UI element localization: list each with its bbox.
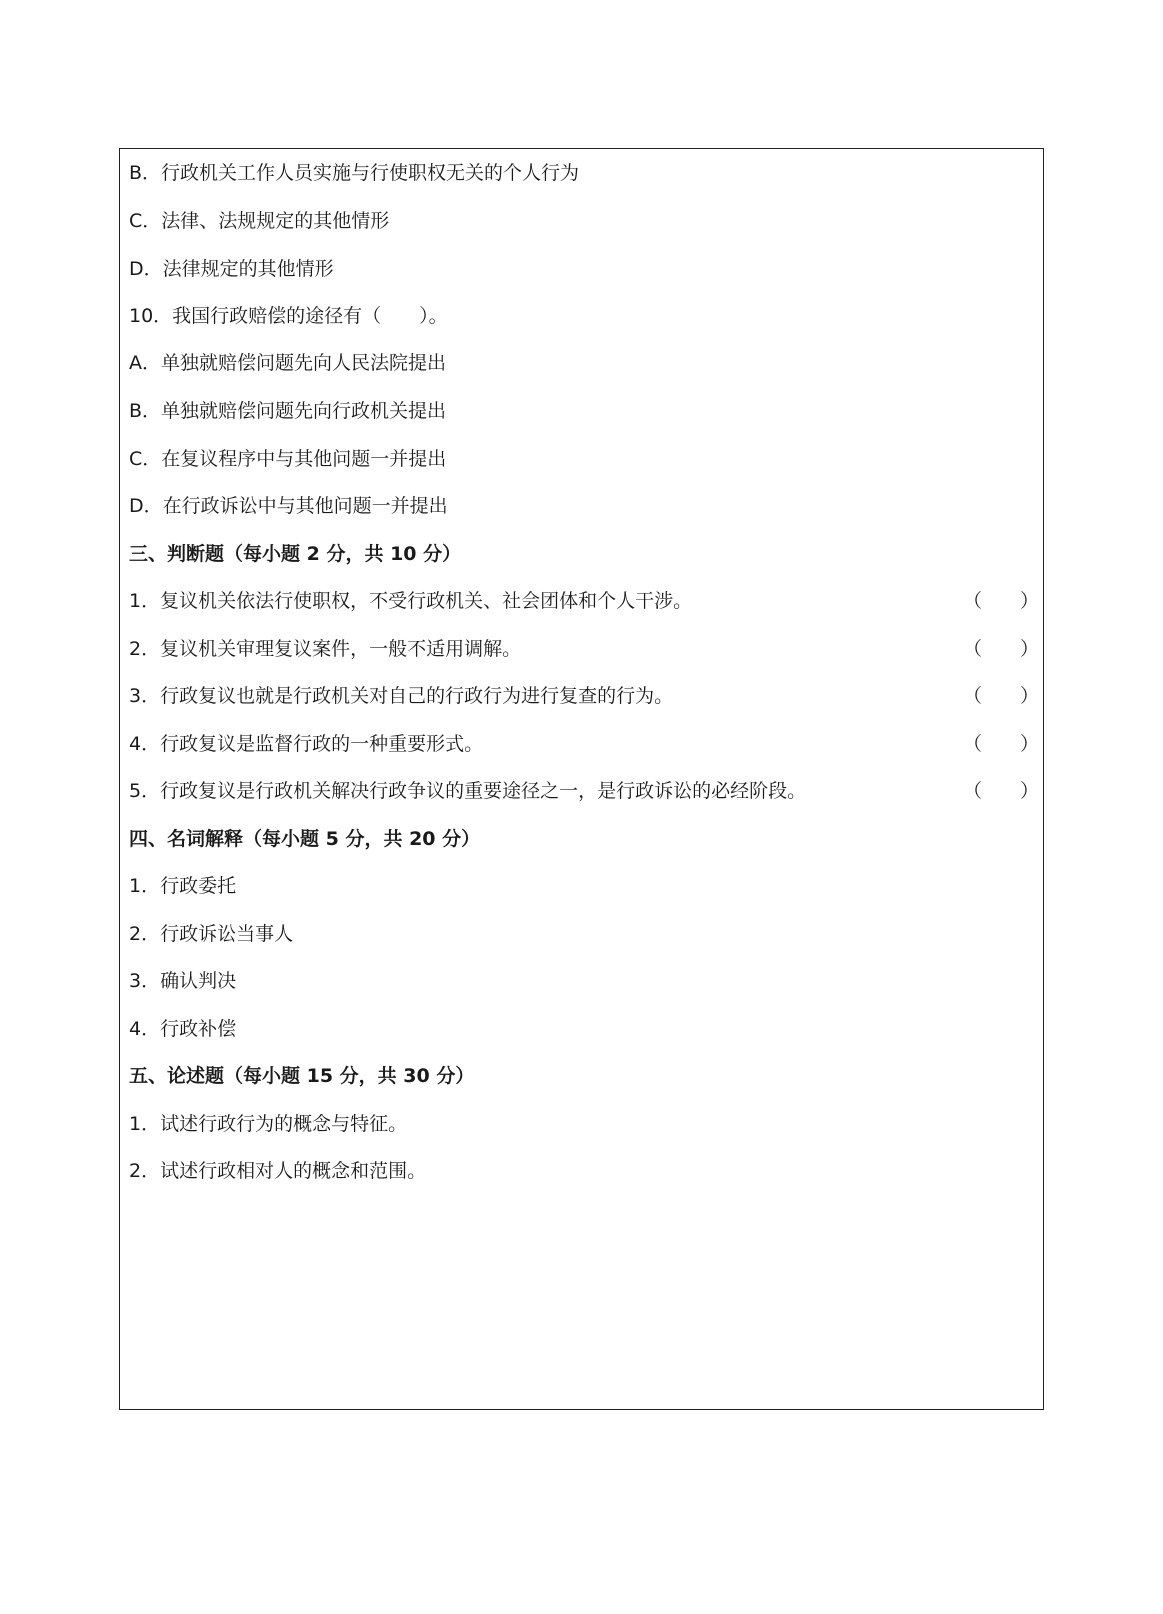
term-item-3: 3．确认判决: [129, 970, 237, 992]
answer-paren: （ ）: [962, 685, 1039, 707]
answer-paren: （ ）: [962, 733, 1039, 755]
tf-item-5: [129, 776, 1039, 806]
q10-option-c: C．在复议程序中与其他问题一并提出: [129, 448, 447, 470]
tf-item-text: 3．行政复议也就是行政机关对自己的行政行为进行复查的行为。: [129, 685, 674, 707]
q10-option-d: D．在行政诉讼中与其他问题一并提出: [129, 495, 448, 517]
essay-item-2: 2．试述行政相对人的概念和范围。: [129, 1160, 427, 1182]
answer-paren: （ ）: [962, 638, 1039, 660]
tf-item-3: [129, 681, 1039, 711]
tf-item-text: 2．复议机关审理复议案件，一般不适用调解。: [129, 638, 522, 660]
term-item-1: 1．行政委托: [129, 875, 237, 897]
term-item-4: 4．行政补偿: [129, 1018, 237, 1040]
tf-item-text: 1．复议机关依法行使职权，不受行政机关、社会团体和个人干涉。: [129, 590, 693, 612]
q9-option-c: C．法律、法规规定的其他情形: [129, 210, 390, 232]
tf-item-text: 4．行政复议是监督行政的一种重要形式。: [129, 733, 484, 755]
answer-paren: （ ）: [962, 590, 1039, 612]
section3-heading: 三、判断题（每小题 2 分，共 10 分）: [129, 543, 462, 565]
section4-heading: 四、名词解释（每小题 5 分，共 20 分）: [129, 828, 481, 850]
tf-item-text: 5．行政复议是行政机关解决行政争议的重要途径之一，是行政诉讼的必经阶段。: [129, 780, 807, 802]
section5-heading: 五、论述题（每小题 15 分，共 30 分）: [129, 1065, 475, 1087]
q9-option-d: D．法律规定的其他情形: [129, 258, 334, 280]
q10-stem: 10．我国行政赔偿的途径有（ ）。: [129, 305, 448, 327]
q10-option-a: A．单独就赔偿问题先向人民法院提出: [129, 352, 446, 374]
q9-option-b: B．行政机关工作人员实施与行使职权无关的个人行为: [129, 162, 580, 184]
tf-item-2: [129, 634, 1039, 664]
q10-option-b: B．单独就赔偿问题先向行政机关提出: [129, 400, 447, 422]
tf-item-1: [129, 586, 1039, 616]
term-item-2: 2．行政诉讼当事人: [129, 923, 294, 945]
essay-item-1: 1．试述行政行为的概念与特征。: [129, 1113, 408, 1135]
answer-paren: （ ）: [962, 780, 1039, 802]
tf-item-4: [129, 729, 1039, 759]
